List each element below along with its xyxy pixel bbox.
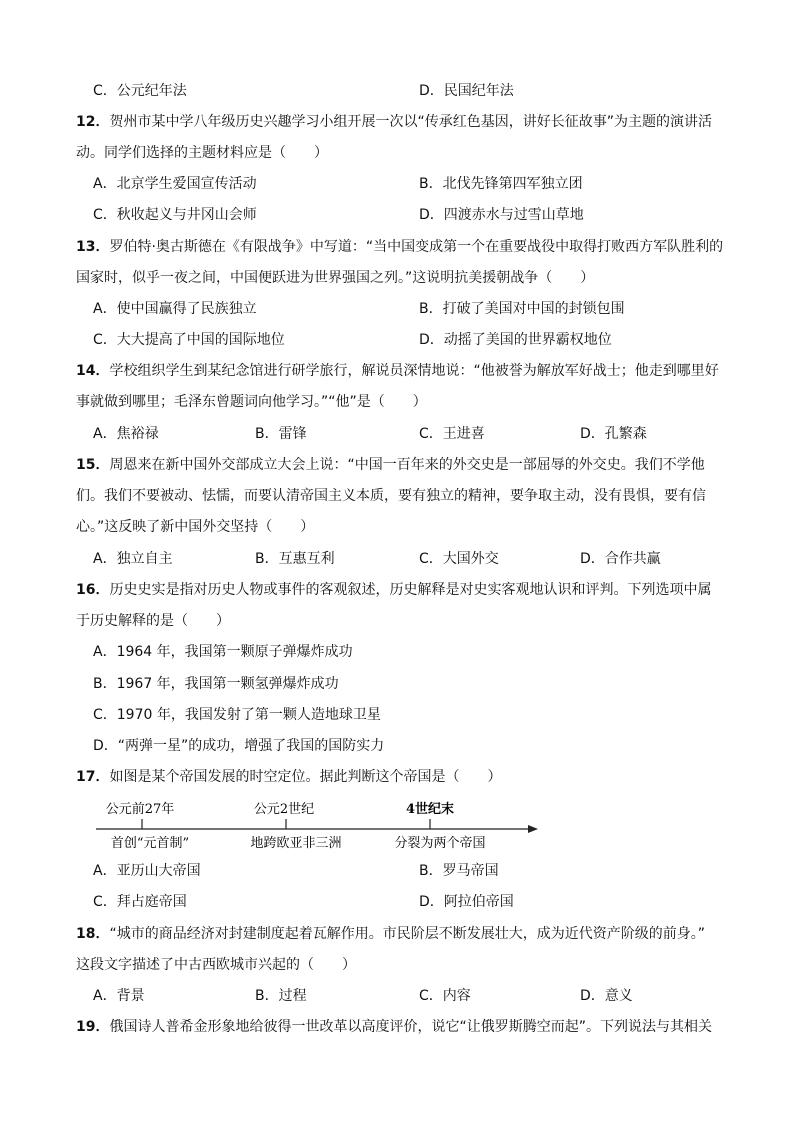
q14-option-a[interactable]: A．焦裕禄 <box>93 426 159 442</box>
q12-text: 贺州市某中学八年级历史兴趣学习小组开展一次以“传承红色基因，讲好长征故事”为主题的演讲活 <box>109 114 712 130</box>
q18-option-d[interactable]: D．意义 <box>580 988 633 1004</box>
q16-stem-line2: 于历史解释的是（ ） <box>76 613 230 629</box>
q16-option-c[interactable]: C．1970 年，我国发射了第一颗人造地球卫星 <box>93 707 381 723</box>
q13-option-a[interactable]: A．使中国赢得了民族独立 <box>93 301 257 317</box>
q13-stem-line2: 国家时，似乎一夜之间，中国便跃进为世界强国之列。”这说明抗美援朝战争（ ） <box>76 270 595 286</box>
q18-option-c[interactable]: C．内容 <box>419 988 471 1004</box>
q16-text: 历史史实是指对历史人物或事件的客观叙述，历史解释是对史实客观地认识和评判。下列选项中属 <box>109 582 712 598</box>
q15-stem-line1 <box>76 455 705 475</box>
q13-number: 13． <box>76 239 110 255</box>
q12-option-c[interactable]: C．秋收起义与井冈山会师 <box>93 207 257 223</box>
timeline-arrow <box>528 825 538 833</box>
q16-option-a[interactable]: A．1964 年，我国第一颗原子弹爆炸成功 <box>93 644 353 660</box>
q12-stem-line1 <box>76 112 712 132</box>
q17-timeline <box>90 793 550 855</box>
q15-option-d[interactable]: D．合作共赢 <box>580 551 661 567</box>
timeline-label-1: 公元前27年 <box>105 802 175 817</box>
q15-option-b[interactable]: B．互惠互利 <box>255 551 335 567</box>
q15-option-a[interactable]: A．独立自主 <box>93 551 173 567</box>
q18-option-a[interactable]: A．背景 <box>93 988 145 1004</box>
q12-option-d[interactable]: D．四渡赤水与过雪山草地 <box>419 207 584 223</box>
q18-option-b[interactable]: B．过程 <box>255 988 307 1004</box>
q14-text: 学校组织学生到某纪念馆进行研学旅行，解说员深情地说：“他被誉为解放军好战士；他走到哪里好 <box>109 363 719 379</box>
q17-text: 如图是某个帝国发展的时空定位。据此判断这个帝国是（ ） <box>109 769 502 785</box>
q15-number: 15． <box>76 457 110 473</box>
q18-text: “城市的商品经济对封建制度起着瓦解作用。市民阶层不断发展壮大，成为近代资产阶级的前身。” <box>109 926 705 942</box>
q13-option-b[interactable]: B．打破了美国对中国的封锁包围 <box>419 301 625 317</box>
q14-stem-line2: 事就做到哪里；毛泽东曾题词向他学习。”“他”是（ ） <box>76 394 427 410</box>
q14-option-d[interactable]: D．孔繁森 <box>580 426 647 442</box>
q16-option-d[interactable]: D．“两弹一星”的成功，增强了我国的国防实力 <box>93 738 385 754</box>
timeline-label-3: 4世纪末 <box>405 802 455 817</box>
q12-number: 12． <box>76 114 110 130</box>
q19-stem-line1 <box>76 1017 712 1037</box>
q17-number: 17． <box>76 769 110 785</box>
q17-option-a[interactable]: A．亚历山大帝国 <box>93 863 201 879</box>
q19-text: 俄国诗人普希金形象地给彼得一世改革以高度评价，说它“让俄罗斯腾空而起”。下列说法与其相关 <box>109 1019 712 1035</box>
q17-option-d[interactable]: D．阿拉伯帝国 <box>419 894 514 910</box>
q14-number: 14． <box>76 363 110 379</box>
q18-stem-line1 <box>76 924 705 944</box>
q16-stem-line1 <box>76 580 711 600</box>
q15-option-c[interactable]: C．大国外交 <box>419 551 499 567</box>
q17-option-c[interactable]: C．拜占庭帝国 <box>93 894 187 910</box>
q13-text: 罗伯特·奥古斯德在《有限战争》中写道：“当中国变成第一个在重要战役中取得打败西方军队胜利的 <box>109 239 724 255</box>
q18-stem-line2: 这段文字描述了中古西欧城市兴起的（ ） <box>76 957 356 973</box>
q18-number: 18． <box>76 926 110 942</box>
q15-text: 周恩来在新中国外交部成立大会上说：“中国一百年来的外交史是一部屈辱的外交史。我们不学他 <box>109 457 705 473</box>
q12-option-a[interactable]: A．北京学生爱国宣传活动 <box>93 176 257 192</box>
q16-option-b[interactable]: B．1967 年，我国第一颗氢弹爆炸成功 <box>93 676 339 692</box>
q14-option-c[interactable]: C．王进喜 <box>419 426 485 442</box>
q13-option-c[interactable]: C．大大提高了中国的国际地位 <box>93 332 285 348</box>
q17-stem-line1 <box>76 767 501 787</box>
q15-stem-line3: 心。”这反映了新中国外交坚持（ ） <box>76 519 315 535</box>
q11-option-c[interactable]: C．公元纪年法 <box>93 83 187 99</box>
q19-number: 19． <box>76 1019 110 1035</box>
q14-stem-line1 <box>76 361 719 381</box>
q17-option-b[interactable]: B．罗马帝国 <box>419 863 499 879</box>
q11-option-d[interactable]: D．民国纪年法 <box>419 83 514 99</box>
q16-number: 16． <box>76 582 110 598</box>
q15-stem-line2: 们。我们不要被动、怯懦，而要认清帝国主义本质，要有独立的精神，要争取主动，没有畏惧，要有信 <box>76 488 706 504</box>
q14-option-b[interactable]: B．雷锋 <box>255 426 307 442</box>
timeline-label-2: 公元2世纪 <box>253 802 315 817</box>
timeline-event-3: 分裂为两个帝国 <box>394 836 486 851</box>
q13-option-d[interactable]: D．动摇了美国的世界霸权地位 <box>419 332 612 348</box>
q12-stem-line2: 动。同学们选择的主题材料应是（ ） <box>76 145 328 161</box>
timeline-event-1: 首创“元首制” <box>110 836 190 851</box>
q13-stem-line1 <box>76 237 723 257</box>
timeline-event-2: 地跨欧亚非三洲 <box>250 836 342 851</box>
q12-option-b[interactable]: B．北伐先锋第四军独立团 <box>419 176 583 192</box>
